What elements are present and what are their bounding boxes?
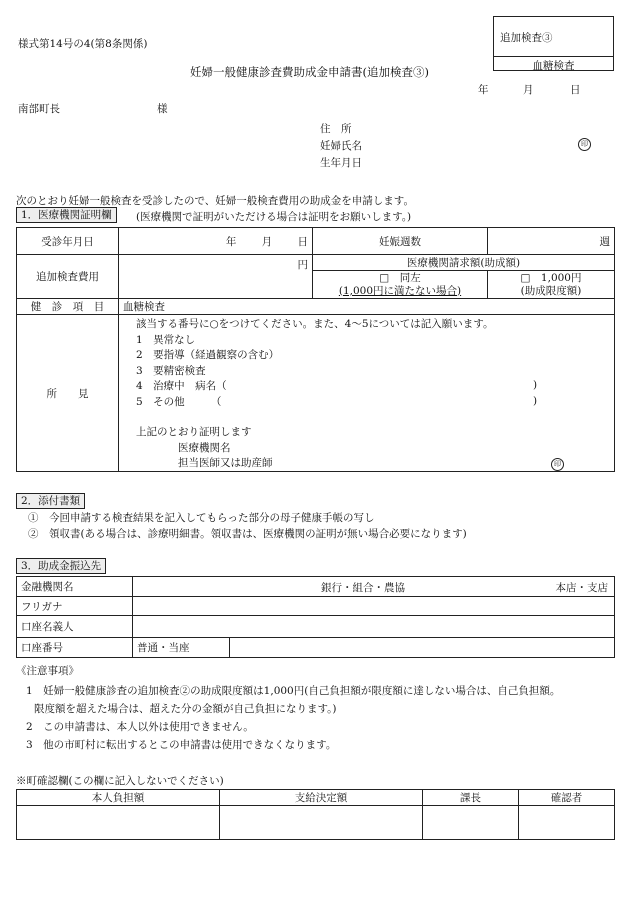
doctor-label: 担当医師又は助産師 xyxy=(178,457,273,469)
bank-table xyxy=(16,576,615,658)
weeks-label: 妊娠週数 xyxy=(313,228,488,255)
option-same[interactable]: □ 同左 (1,000円に満たない場合) xyxy=(313,271,488,299)
account-number-label: 口座番号 xyxy=(17,638,133,658)
section1-label: 1．医療機関証明欄 xyxy=(16,207,117,223)
visit-date-field[interactable]: 年 月 日 xyxy=(119,228,313,255)
section3-label: 3．助成金振込先 xyxy=(16,558,106,574)
institution-label: 医療機関名 xyxy=(178,441,231,454)
exam-item-value: 血糖検査 xyxy=(119,299,615,315)
note-item: 1 妊婦一般健康診査の追加検査②の助成限度額は1,000円(自己負担額が限度額に達しない場合は、自己負担額。 xyxy=(26,685,561,697)
intro-text: 次のとおり妊婦一般検査を受診したので、妊婦一般検査費用の助成金を申請します。 xyxy=(16,195,414,207)
decision-amount-field xyxy=(220,806,423,840)
self-pay-field xyxy=(17,806,220,840)
corner-box-label: 追加検査③ xyxy=(500,32,553,44)
close-paren: ) xyxy=(533,379,538,391)
seal-icon: 印 xyxy=(551,457,564,471)
findings-option[interactable]: 4 治療中 病名（ xyxy=(136,380,227,392)
date-year: 年 xyxy=(478,84,489,96)
column-header: 確認者 xyxy=(519,790,615,806)
findings-instruction: 該当する番号に○をつけてください。また、4～5については記入願います。 xyxy=(136,318,494,330)
account-holder-field[interactable] xyxy=(133,616,615,638)
date-day: 日 xyxy=(570,84,581,96)
section2-label: 2．添付書類 xyxy=(16,493,85,509)
addressee-honorific: 様 xyxy=(157,103,168,115)
note-item: 限度額を超えた場合は、超えた分の金額が自己負担になります。) xyxy=(34,703,337,715)
notes-header: 《注意事項》 xyxy=(16,665,79,677)
column-header: 課長 xyxy=(423,790,519,806)
findings-option[interactable]: 3 要精密検査 xyxy=(136,364,206,377)
corner-box xyxy=(493,16,614,71)
close-paren: ) xyxy=(533,395,538,407)
attachment-item: ② 領収書(ある場合は、診療明細書。領収書は、医療機関の証明が無い場合必要になります) xyxy=(28,528,467,540)
note-item: 2 この申請書は、本人以外は使用できません。 xyxy=(26,721,254,733)
certify-text: 上記のとおり証明します xyxy=(136,426,252,438)
account-number-field[interactable] xyxy=(230,638,615,658)
weeks-field[interactable]: 週 xyxy=(488,228,615,255)
furigana-field[interactable] xyxy=(133,597,615,616)
column-header: 支給決定額 xyxy=(220,790,423,806)
column-header: 本人負担額 xyxy=(17,790,220,806)
account-holder-label: 口座名義人 xyxy=(17,616,133,638)
findings-option[interactable]: 1 異常なし xyxy=(136,333,196,346)
findings-cell[interactable] xyxy=(119,315,615,472)
visit-date-label: 受診年月日 xyxy=(17,228,119,255)
town-table xyxy=(16,789,615,840)
seal-icon: 印 xyxy=(578,137,591,151)
town-section-header: ※町確認欄(この欄に記入しないでください) xyxy=(16,775,224,787)
date-month: 月 xyxy=(523,84,534,96)
addressee: 南部町長 xyxy=(18,103,60,115)
note-item: 3 他の市町村に転出するとこの申請書は使用できなくなります。 xyxy=(26,739,337,751)
findings-label: 所 見 xyxy=(17,315,119,472)
address-label: 住 所 xyxy=(320,123,352,135)
findings-option[interactable]: 5 その他 （ xyxy=(136,395,222,408)
fee-label: 追加検査費用 xyxy=(17,255,119,299)
account-type-field[interactable]: 普通・当座 xyxy=(133,638,230,658)
birth-date-label: 生年月日 xyxy=(320,157,362,169)
claim-header: 医療機関請求額(助成額) xyxy=(313,255,615,271)
findings-option[interactable]: 2 要指導（経過観察の含む） xyxy=(136,349,280,361)
applicant-name-label: 妊婦氏名 xyxy=(320,140,362,152)
form-number: 様式第14号の4(第8条関係) xyxy=(18,38,148,50)
section1-note: (医療機関で証明がいただける場合は証明をお願いします。) xyxy=(136,211,412,223)
furigana-label: フリガナ xyxy=(17,597,133,616)
option-limit[interactable]: □ 1,000円 (助成限度額) xyxy=(488,271,615,299)
exam-item-label: 健 診 項 目 xyxy=(17,299,119,315)
bank-name-field[interactable]: 銀行・組合・農協 本店・支店 xyxy=(133,577,615,597)
confirmer-field xyxy=(519,806,615,840)
fee-field[interactable]: 円 xyxy=(119,255,313,299)
section-chief-field xyxy=(423,806,519,840)
page-title: 妊婦一般健康診査費助成金申請書(追加検査③) xyxy=(190,65,429,79)
attachment-item: ① 今回申請する検査結果を記入してもらった部分の母子健康手帳の写し xyxy=(28,512,375,524)
medical-cert-table xyxy=(16,227,615,472)
bank-name-label: 金融機関名 xyxy=(17,577,133,597)
corner-box-exam: 血糖検査 xyxy=(532,60,575,72)
